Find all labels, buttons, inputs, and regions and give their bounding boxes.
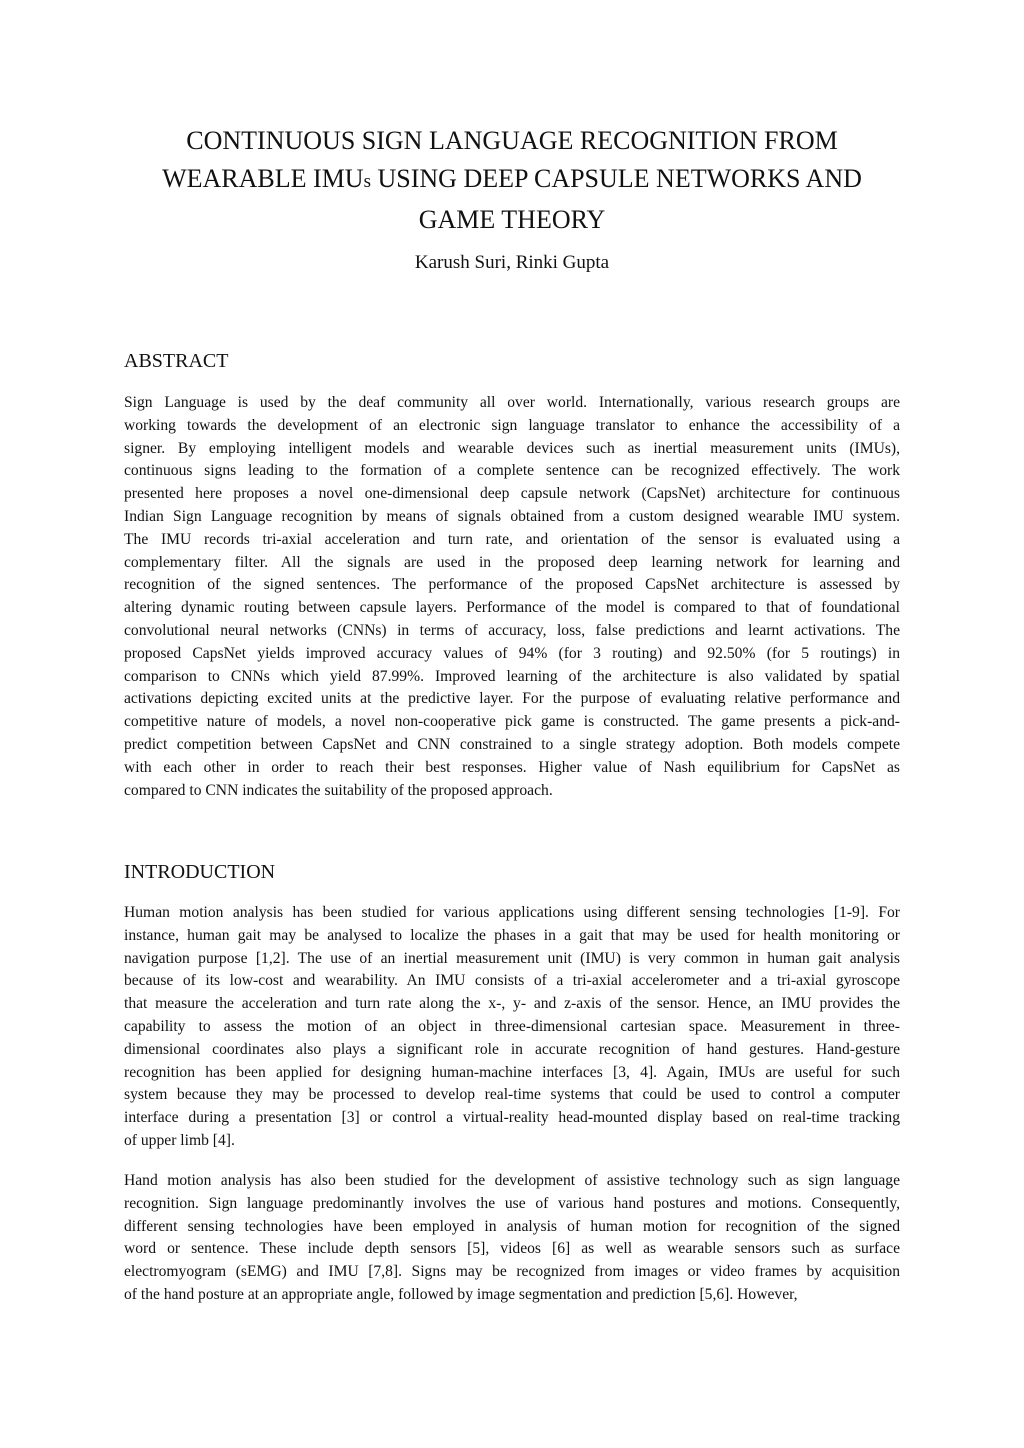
introduction-paragraph-2 (124, 1170, 900, 1307)
text-line: recognition of the signed sentences. The performance of the proposed CapsNet architecture is assessed by (124, 576, 900, 594)
text-line: working towards the development of an electronic sign language translator to enhance the accessibility of a (124, 416, 900, 434)
text-line: recognition has been applied for designing human-machine interfaces [3, 4]. Again, IMUs are useful for such (124, 1063, 900, 1081)
text-line: of upper limb [4]. (124, 1131, 235, 1149)
text-line: capability to assess the motion of an object in three-dimensional cartesian space. Measurement in three- (124, 1017, 900, 1035)
text-line: of the hand posture at an appropriate angle, followed by image segmentation and prediction [5,6]. However, (124, 1285, 798, 1303)
text-line: The IMU records tri-axial acceleration and turn rate, and orientation of the sensor is evaluated using a (124, 530, 900, 548)
title-line-2b: s (363, 171, 371, 192)
text-line: recognition. Sign language predominantly involves the use of various hand postures and motions. Consequently, (124, 1194, 900, 1212)
text-line: word or sentence. These include depth sensors [5], videos [6] as well as wearable sensors such as surface (124, 1240, 900, 1258)
introduction-heading: INTRODUCTION (124, 861, 276, 883)
paper-title (100, 122, 924, 239)
text-line: convolutional neural networks (CNNs) in terms of accuracy, loss, false predictions and learnt activations. The (124, 621, 900, 639)
abstract-paragraph (124, 392, 900, 802)
text-line: Hand motion analysis has also been studied for the development of assistive technology such as sign language (124, 1172, 900, 1189)
introduction-paragraph-1 (124, 902, 900, 1153)
text-line: competitive nature of models, a novel non-cooperative pick game is constructed. The game presents a pick-and- (124, 713, 900, 731)
text-line: electromyogram (sEMG) and IMU [7,8]. Signs may be recognized from images or video frames by acquisition (124, 1263, 900, 1281)
text-line: Indian Sign Language recognition by means of signals obtained from a custom designed wearable IMU system. (124, 507, 900, 525)
title-line-1: CONTINUOUS SIGN LANGUAGE RECOGNITION FROM (186, 126, 838, 155)
text-line: dimensional coordinates also plays a significant role in accurate recognition of hand gestures. Hand-gesture (124, 1040, 900, 1058)
text-line: Sign Language is used by the deaf community all over world. Internationally, various research groups are (124, 394, 900, 411)
text-line: because of its low-cost and wearability. An IMU consists of a tri-axial accelerometer and a tri-axial gyroscope (124, 972, 900, 990)
text-line: presented here proposes a novel one-dimensional deep capsule network (CapsNet) architecture for continuous (124, 485, 900, 503)
title-line-2a: WEARABLE IMU (162, 164, 364, 193)
text-line: interface during a presentation [3] or control a virtual-reality head-mounted display based on real-time tracking (124, 1109, 900, 1127)
paper-authors: Karush Suri, Rinki Gupta (414, 252, 610, 273)
text-line: with each other in order to reach their best responses. Higher value of Nash equilibrium for CapsNet as (124, 758, 900, 776)
title-line-3: GAME THEORY (418, 205, 606, 234)
text-line: signer. By employing intelligent models and wearable devices such as inertial measurement units (IMUs), (124, 439, 900, 457)
text-line: comparison to CNNs which yield 87.99%. Improved learning of the architecture is also validated by spatial (124, 667, 900, 685)
text-line: complementary filter. All the signals are used in the proposed deep learning network for learning and (124, 553, 900, 571)
abstract-heading: ABSTRACT (124, 350, 229, 372)
text-line: system because they may be processed to develop real-time systems that could be used to control a computer (124, 1086, 900, 1104)
text-line: continuous signs leading to the formation of a complete sentence can be recognized effectively. The work (124, 462, 900, 480)
text-line: altering dynamic routing between capsule layers. Performance of the model is compared to that of foundational (124, 599, 900, 617)
text-line: proposed CapsNet yields improved accuracy values of 94% (for 3 routing) and 92.50% (for 5 routings) in (124, 644, 900, 662)
text-line: different sensing technologies have been employed in analysis of human motion for recognition of the signed (124, 1217, 900, 1235)
text-line: Human motion analysis has been studied for various applications using different sensing technologies [1-9]. For (124, 904, 900, 921)
title-line-2c: USING DEEP CAPSULE NETWORKS AND (371, 164, 862, 193)
text-line: activations depicting excited units at the predictive layer. For the purpose of evaluating relative performance and (124, 690, 900, 708)
text-line: instance, human gait may be analysed to localize the phases in a gait that may be used for health monitoring or (124, 926, 900, 944)
title-line-2 (100, 160, 924, 201)
text-line: predict competition between CapsNet and CNN constrained to a single strategy adoption. Both models compete (124, 735, 900, 753)
text-line: navigation purpose [1,2]. The use of an inertial measurement unit (IMU) is very common in human gait analysis (124, 949, 900, 967)
text-line: compared to CNN indicates the suitability of the proposed approach. (124, 781, 553, 799)
text-line: that measure the acceleration and turn rate along the x-, y- and z-axis of the sensor. Hence, an IMU provides the (124, 995, 900, 1013)
